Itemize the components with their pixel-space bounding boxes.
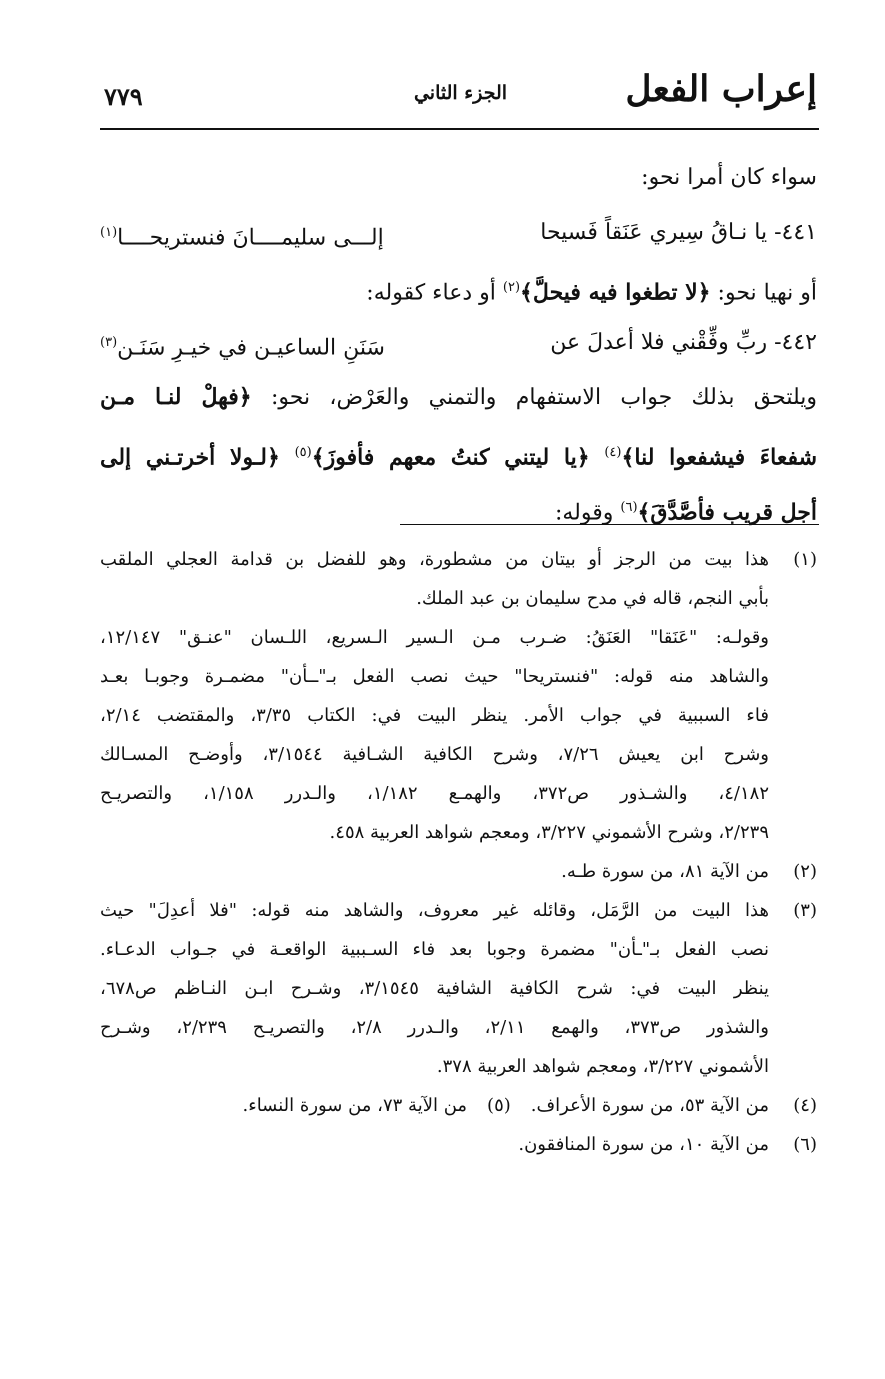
chapter-title: إعراب الفعل xyxy=(625,68,817,110)
footnote-number: (٣) xyxy=(793,900,817,921)
footnote-line: من الآية ٨١، من سورة طـه. xyxy=(561,861,769,882)
text-line xyxy=(100,480,817,535)
quran-quote: ﴿لا تطغوا فيه فيحلَّ﴾ xyxy=(520,279,711,306)
footnote-line: ٢/٢٣٩، وشرح الأشموني ٣/٢٢٧، ومعجم شواهد العربية ٤٥٨. xyxy=(329,822,769,843)
footnote-number: (٤) xyxy=(793,1095,817,1116)
footnote-line: ٤/١٨٢، والشـذور ص٣٧٢، والهمـع ١/١٨٢، والـدرر ١/١٥٨، والتصريـح xyxy=(100,783,769,804)
footnote-number: (٥) xyxy=(487,1095,511,1116)
header-divider xyxy=(100,128,819,130)
verse-first-hemistich: ٤٤١- يا نـاقُ سِيري عَنَقاً فَسيحا xyxy=(540,220,817,245)
quran-quote: أجل قريب فأصَّدَّقَ﴾ xyxy=(637,499,817,526)
footnote-line: والشذور ص٣٧٣، والهمع ٢/١١، والـدرر ٢/٨، والتصريـح ٢/٢٣٩، وشـرح xyxy=(100,1017,769,1038)
footnote-1 xyxy=(100,540,817,852)
volume-label: الجزء الثاني xyxy=(413,82,508,104)
footnote-ref: (٣) xyxy=(100,335,118,350)
footnote-number: (٦) xyxy=(793,1134,817,1155)
text-line xyxy=(100,370,817,425)
footnote-ref: (٢) xyxy=(502,280,521,295)
quran-quote: شفعاءَ فيشفعوا لنا﴾ xyxy=(621,444,817,471)
text-span: ويلتحق بذلك جواب الاستفهام والتمني والعَرْض، نحو: xyxy=(251,385,817,410)
footnote-body xyxy=(100,540,769,852)
footnote-line: فاء السببية في جواب الأمر. ينظر البيت في: الكتاب ٣/٣٥، والمقتضب ٢/١٤، xyxy=(100,705,769,726)
page-header xyxy=(104,68,817,128)
footnote-line: هذا البيت من الرَّمَل، وقائله غير معروف، والشاهد منه قوله: "فلا أعدِلَ" حيث xyxy=(100,900,769,921)
footnote-line: نصب الفعل بـ"ـأن" مضمرة وجوبا بعد فاء السـببية الواقعـة في جـواب الدعـاء. xyxy=(100,939,769,960)
footnote-line: والشاهد منه قوله: "فنستريحا" حيث نصب الفعل بـ"ــأن" مضمـرة وجوبـا بعـد xyxy=(100,666,769,687)
verse-first-hemistich: ٤٤٢- ربِّ وفِّقْني فلا أعدلَ عن xyxy=(550,330,817,355)
footnote-ref: (٤) xyxy=(604,445,622,460)
footnote-line: من الآية ١٠، من سورة المنافقون. xyxy=(518,1134,769,1155)
footnote-ref: (١) xyxy=(100,225,118,240)
footnote-body: من الآية ٧٣، من سورة النساء. xyxy=(242,1095,468,1116)
footnote-ref: (٥) xyxy=(294,445,312,460)
text-span: أو دعاء كقوله: xyxy=(366,280,503,306)
text-line xyxy=(100,260,817,315)
footnote-ref: (٦) xyxy=(620,500,638,515)
footnote-line: هذا بيت من الرجز أو بيتان من مشطورة، وهو للفضل بن قدامة العجلي الملقب xyxy=(100,549,769,570)
verse-441 xyxy=(100,205,817,260)
footnote-divider xyxy=(400,524,819,525)
quran-quote: ﴿لـولا أخرتـني إلى xyxy=(100,444,295,471)
footnotes xyxy=(100,540,817,1164)
verse-second-hemistich: سَنَنِ الساعيـن في خيـرِ سَنَـن$^{(٣)}$ xyxy=(100,335,385,361)
footnote-2 xyxy=(100,852,817,891)
quran-quote: ﴿فهلْ لنـا مـن xyxy=(100,384,252,410)
text-line: سواء كان أمرا نحو: xyxy=(641,165,817,190)
text-span: وقوله: xyxy=(554,500,621,526)
footnote-body xyxy=(100,852,769,891)
page-number: ٧٧٩ xyxy=(104,82,143,111)
footnote-body: من الآية ٥٣، من سورة الأعراف. xyxy=(530,1095,769,1116)
main-text xyxy=(100,150,817,535)
verse-second-hemistich: إلـــى سليمــــانَ فنستريحــــا$^{(١)}$ xyxy=(100,225,384,251)
footnote-3 xyxy=(100,891,817,1086)
footnote-line: بأبي النجم، قاله في مدح سليمان بن عبد الملك. xyxy=(416,588,769,609)
footnote-line: الأشموني ٣/٢٢٧، ومعجم شواهد العربية ٣٧٨. xyxy=(436,1056,769,1077)
footnote-number: (٢) xyxy=(793,861,817,882)
footnote-body xyxy=(100,891,769,1086)
footnote-body xyxy=(100,1125,769,1164)
footnote-line: وشرح ابن يعيش ٧/٢٦، وشرح الكافية الشـافية ٣/١٥٤٤، وأوضـح المسـالك xyxy=(100,744,769,765)
footnote-line: وقولـه: "عَنَقا" العَنَقُ: ضـرب مـن الـسير الـسريع، اللـسان "عنـق" ١٢/١٤٧، xyxy=(100,627,769,648)
text-line xyxy=(100,425,817,480)
footnote-6 xyxy=(100,1125,817,1164)
verse-442 xyxy=(100,315,817,370)
text-span: أو نهيا نحو: xyxy=(710,280,817,306)
footnote-number: (١) xyxy=(793,549,817,570)
footnote-line: ينظر البيت في: شرح الكافية الشافية ٣/١٥٤٥، وشـرح ابـن النـاظم ص٦٧٨، xyxy=(100,978,769,999)
quran-quote: ﴿يا ليتني كنتُ معهم فأفوزَ﴾ xyxy=(311,444,605,471)
footnote-4-5 xyxy=(100,1086,817,1125)
